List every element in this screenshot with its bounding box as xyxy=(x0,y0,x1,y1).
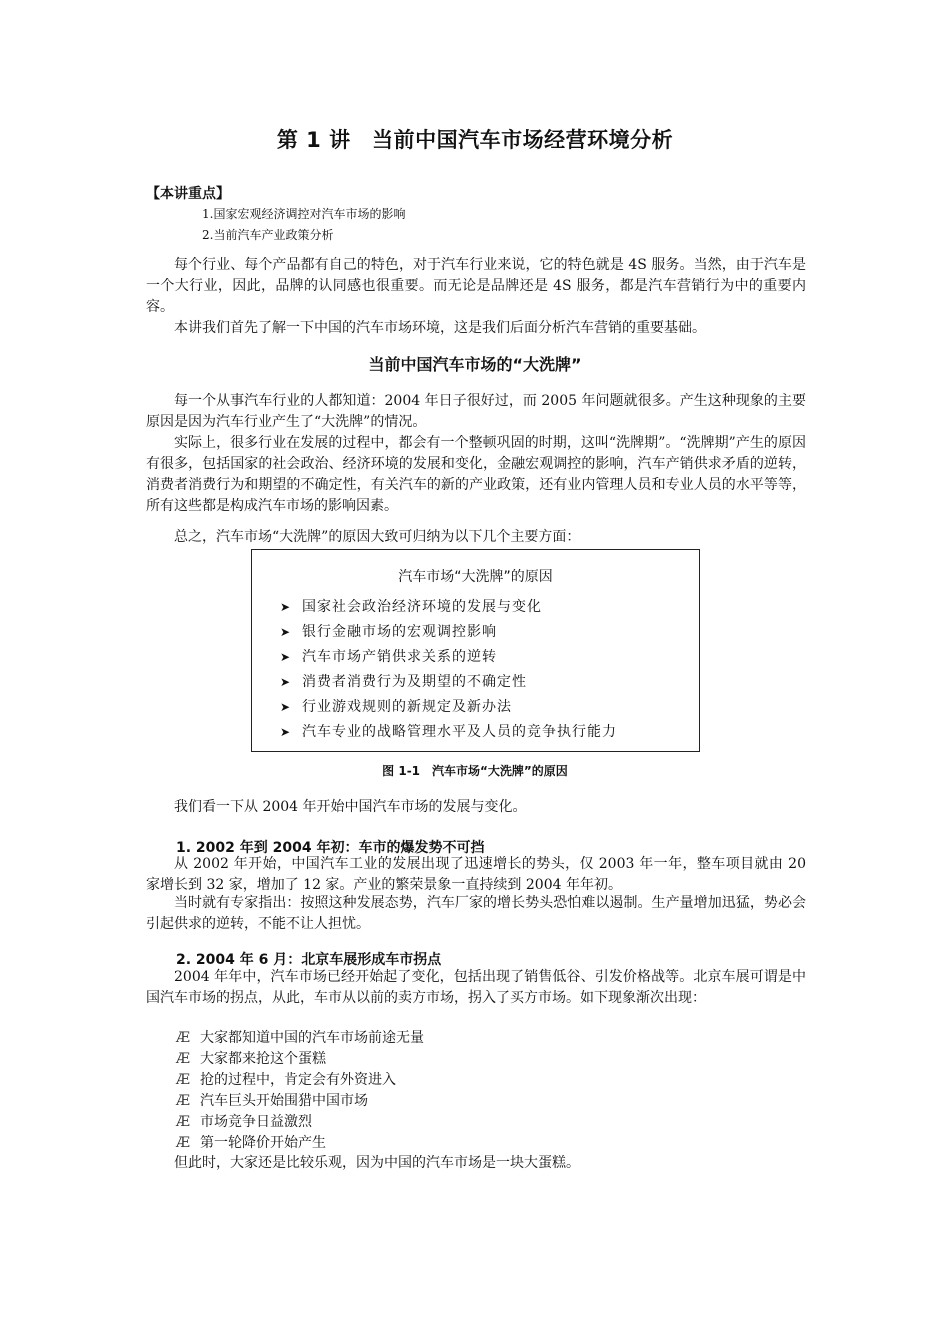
body-paragraph: 当时就有专家指出：按照这种发展态势，汽车厂家的增长势头恐怕难以遏制。生产量增加迅猛，势必会引起供求的逆转，不能不让人担忧。 xyxy=(146,895,806,932)
figure-box xyxy=(251,549,700,752)
section-title: 当前中国汽车市场的“大洗牌” xyxy=(368,355,582,374)
bullet-icon: Æ xyxy=(176,1114,191,1130)
figure-list-item: ➤ 银行金融市场的宏观调控影响 xyxy=(280,624,497,640)
list-item: Æ 汽车巨头开始围猎中国市场 xyxy=(176,1093,368,1109)
bullet-icon: Æ xyxy=(176,1051,191,1067)
arrow-icon: ➤ xyxy=(280,650,292,664)
figure-list-item: ➤ 汽车专业的战略管理水平及人员的竞争执行能力 xyxy=(280,724,617,740)
figure-list-item: ➤ 汽车市场产销供求关系的逆转 xyxy=(280,649,497,665)
arrow-icon: ➤ xyxy=(280,725,292,739)
figure-title: 汽车市场“大洗牌”的原因 xyxy=(398,569,553,585)
key-points-heading: 【本讲重点】 xyxy=(146,186,230,202)
body-paragraph: 2004 年年中，汽车市场已经开始起了变化，包括出现了销售低谷、引发价格战等。北京车展可谓是中国汽车市场的拐点，从此，车市从以前的卖方市场，拐入了买方市场。如下现象渐次出现： xyxy=(146,969,806,1006)
arrow-icon: ➤ xyxy=(280,600,292,614)
figure-caption: 图 1-1 汽车市场“大洗牌”的原因 xyxy=(382,764,568,778)
figure-list-item: ➤ 消费者消费行为及期望的不确定性 xyxy=(280,674,527,690)
figure-list-item: ➤ 行业游戏规则的新规定及新办法 xyxy=(280,699,512,715)
section-heading: 1. 2002 年到 2004 年初：车市的爆发势不可挡 xyxy=(176,840,485,856)
arrow-icon: ➤ xyxy=(280,700,292,714)
list-item: Æ 第一轮降价开始产生 xyxy=(176,1135,326,1151)
bullet-icon: Æ xyxy=(176,1030,191,1046)
arrow-icon: ➤ xyxy=(280,625,292,639)
body-paragraph: 每一个从事汽车行业的人都知道：2004 年日子很好过，而 2005 年问题就很多。产生这种现象的主要原因是因为汽车行业产生了“大洗牌”的情况。 xyxy=(146,393,806,430)
key-point-item: 2.当前汽车产业政策分析 xyxy=(202,228,334,242)
key-point-item: 1.国家宏观经济调控对汽车市场的影响 xyxy=(202,207,406,221)
bullet-icon: Æ xyxy=(176,1135,191,1151)
figure-list-item: ➤ 国家社会政治经济环境的发展与变化 xyxy=(280,599,542,615)
list-item: Æ 大家都知道中国的汽车市场前途无量 xyxy=(176,1030,424,1046)
bullet-icon: Æ xyxy=(176,1072,191,1088)
list-item: Æ 抢的过程中，肯定会有外资进入 xyxy=(176,1072,396,1088)
body-paragraph: 我们看一下从 2004 年开始中国汽车市场的发展与变化。 xyxy=(174,799,527,815)
list-item: Æ 大家都来抢这个蛋糕 xyxy=(176,1051,326,1067)
intro-paragraph: 每个行业、每个产品都有自己的特色，对于汽车行业来说，它的特色就是 4S 服务。当然，由于汽车是一个大行业，因此，品牌的认同感也很重要。而无论是品牌还是 4S 服务，都是汽车营销行为中的重要内容。 xyxy=(146,257,806,315)
section-heading: 2. 2004 年 6 月：北京车展形成车市拐点 xyxy=(176,952,442,968)
body-paragraph: 从 2002 年开始，中国汽车工业的发展出现了迅速增长的势头，仅 2003 年一年，整车项目就由 20 家增长到 32 家，增加了 12 家。产业的繁荣景象一直持续到 2004 年年初。 xyxy=(146,856,806,893)
body-paragraph: 总之，汽车市场“大洗牌”的原因大致可归纳为以下几个主要方面： xyxy=(174,529,581,545)
body-paragraph: 实际上，很多行业在发展的过程中，都会有一个整顿巩固的时期，这叫“洗牌期”。“洗牌期”产生的原因有很多，包括国家的社会政治、经济环境的发展和变化，金融宏观调控的影响，汽车产销供求矛盾的逆转，消费者消费行为和期望的不确定性，有关汽车的新的产业政策，还有业内管理人员和专业人员的水平等等，所有这些都是构成汽车市场的影响因素。 xyxy=(146,435,806,514)
arrow-icon: ➤ xyxy=(280,675,292,689)
chapter-title: 第 1 讲 当前中国汽车市场经营环境分析 xyxy=(276,128,674,152)
body-paragraph: 但此时，大家还是比较乐观，因为中国的汽车市场是一块大蛋糕。 xyxy=(174,1155,580,1171)
list-item: Æ 市场竞争日益激烈 xyxy=(176,1114,312,1130)
bullet-icon: Æ xyxy=(176,1093,191,1109)
intro-paragraph: 本讲我们首先了解一下中国的汽车市场环境，这是我们后面分析汽车营销的重要基础。 xyxy=(174,320,706,336)
